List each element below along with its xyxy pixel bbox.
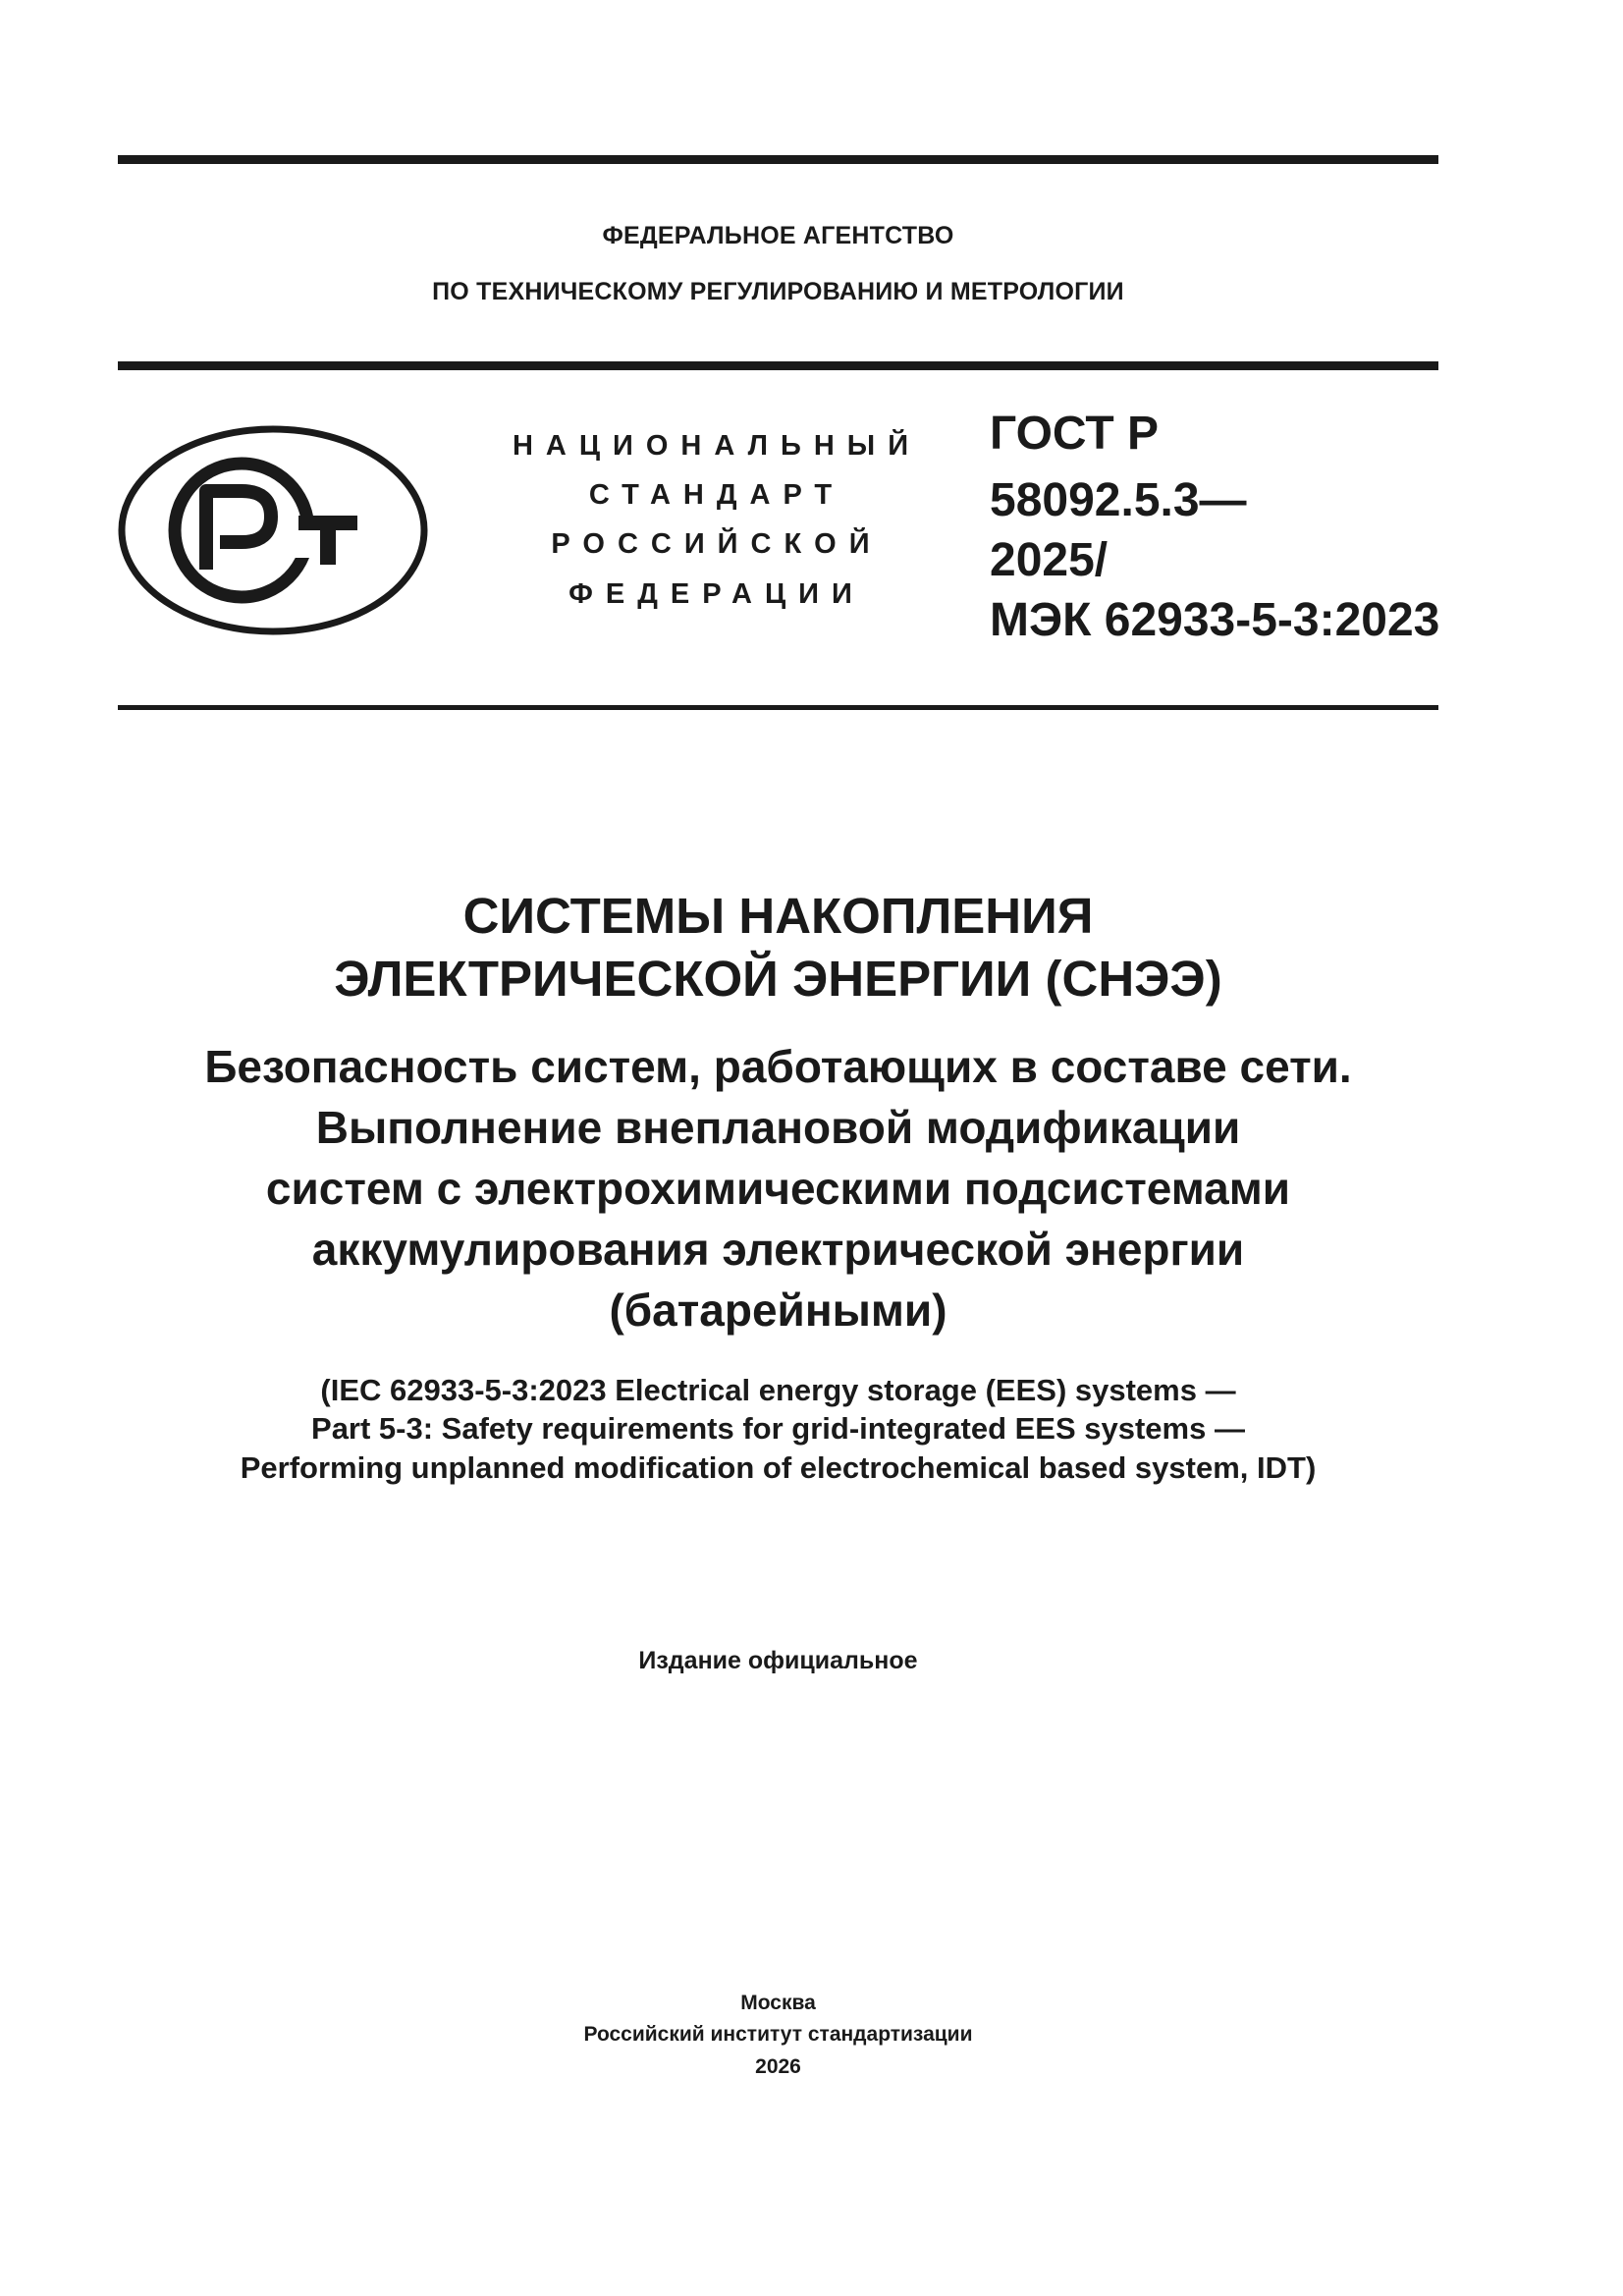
designation-line-1: ГОСТ Р xyxy=(990,408,1160,460)
title-line-1: СИСТЕМЫ НАКОПЛЕНИЯ xyxy=(462,888,1094,944)
subtitle-line-4: аккумулирования электрической энергии xyxy=(311,1224,1245,1275)
designation-line-4: МЭК 62933-5-3:2023 xyxy=(990,594,1440,646)
agency-line-2: ПО ТЕХНИЧЕСКОМУ РЕГУЛИРОВАНИЮ И МЕТРОЛОГИИ xyxy=(432,278,1124,305)
subtitle-line-3: систем с электрохимическими подсистемами xyxy=(265,1163,1291,1214)
edition-label: Издание официальное xyxy=(638,1647,918,1674)
imprint-year: 2026 xyxy=(755,2055,801,2078)
english-title-line-3: Performing unplanned modification of electrochemical based system, IDT) xyxy=(240,1450,1317,1485)
national-standard-line-4: ФЕДЕРАЦИИ xyxy=(568,578,865,610)
english-title-line-2: Part 5-3: Safety requirements for grid-integrated EES systems — xyxy=(311,1411,1245,1446)
subtitle-line-2: Выполнение внеплановой модификации xyxy=(315,1102,1241,1153)
agency-line-1: ФЕДЕРАЛЬНОЕ АГЕНТСТВО xyxy=(602,222,954,249)
designation-line-3: 2025/ xyxy=(990,534,1109,586)
top-rule xyxy=(118,155,1438,164)
title-line-2: ЭЛЕКТРИЧЕСКОЙ ЭНЕРГИИ (СНЭЭ) xyxy=(334,951,1222,1007)
designation-line-2: 58092.5.3— xyxy=(990,474,1247,526)
national-standard-line-1: НАЦИОНАЛЬНЫЙ xyxy=(512,430,922,462)
english-title-line-1: (IEC 62933-5-3:2023 Electrical energy storage (EES) systems — xyxy=(320,1373,1236,1407)
designation-rule xyxy=(118,705,1438,710)
imprint-city: Москва xyxy=(740,1992,816,2014)
national-standard-line-3: РОССИЙСКОЙ xyxy=(551,528,883,560)
imprint-publisher: Российский институт стандартизации xyxy=(583,2023,973,2046)
subtitle-line-5: (батарейными) xyxy=(609,1285,947,1336)
header-rule xyxy=(118,361,1438,370)
national-standard-line-2: СТАНДАРТ xyxy=(588,479,845,511)
subtitle-line-1: Безопасность систем, работающих в составе сети. xyxy=(204,1041,1352,1092)
rst-logo-icon xyxy=(116,422,430,638)
